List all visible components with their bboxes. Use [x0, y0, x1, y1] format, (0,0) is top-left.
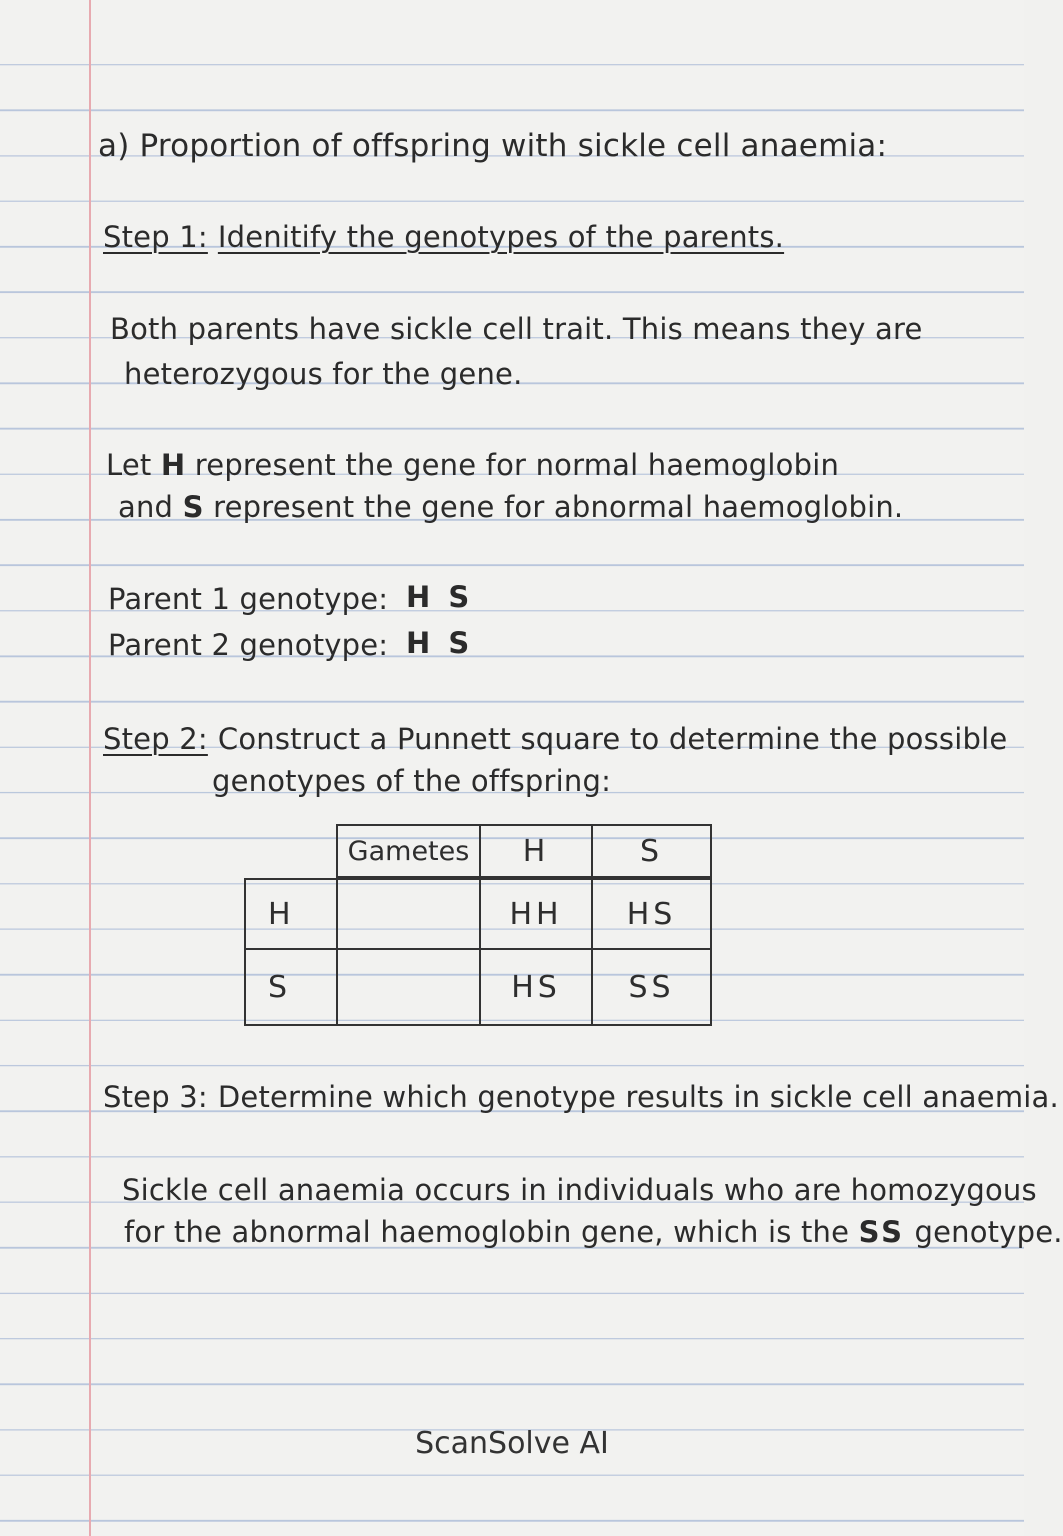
blank-cell: [336, 948, 481, 1026]
conclusion-line: [124, 1215, 1063, 1249]
allele-symbol-h: H: [160, 448, 186, 482]
step-2-text: Construct a Punnett square to determine the possible: [217, 722, 1008, 756]
genotype-ss: SS: [858, 1215, 906, 1249]
offspring-cell: HS: [479, 948, 593, 1026]
step-2-label: Step 2:: [103, 722, 208, 756]
allele-symbol-s: S: [182, 490, 204, 524]
parent-2-label: Parent 2 genotype:: [108, 628, 389, 662]
footer-brand: ScanSolve AI: [415, 1426, 609, 1461]
step-3-label: Step 3:: [103, 1080, 208, 1114]
header-gametes: Gametes: [336, 824, 481, 878]
conclusion-line: Sickle cell anaemia occurs in individuals who are homozygous: [122, 1173, 1037, 1207]
definition-line-h: [106, 448, 839, 482]
step-1-label: Step 1:: [103, 220, 208, 254]
step-1-text: Idenitify the genotypes of the parents.: [217, 220, 785, 254]
paragraph-line: Both parents have sickle cell trait. This means they are: [110, 312, 923, 346]
step-3-text: Determine which genotype results in sickle cell anaemia.: [217, 1080, 1059, 1114]
offspring-cell: HH: [479, 878, 593, 950]
step-3: [103, 1080, 1059, 1114]
step-2-text-cont: genotypes of the offspring:: [212, 764, 612, 798]
parent-1-label: Parent 1 genotype:: [108, 582, 389, 616]
row-gamete-s: S: [244, 948, 338, 1026]
step-2: [103, 722, 1007, 756]
parent-2-genotype: H S: [406, 626, 474, 660]
conclusion-text-end: genotype.: [914, 1215, 1063, 1249]
margin-line: [89, 0, 91, 1536]
definition-text: represent the gene for normal haemoglobin: [194, 448, 840, 482]
definition-prefix: Let: [106, 448, 152, 482]
header-gamete-h: H: [479, 824, 593, 878]
definition-line-s: [118, 490, 903, 524]
question-heading: a) Proportion of offspring with sickle cell anaemia:: [98, 128, 888, 164]
paragraph-line: heterozygous for the gene.: [124, 357, 523, 391]
row-gamete-h: H: [244, 878, 338, 950]
offspring-cell: SS: [591, 948, 712, 1026]
blank-cell: [336, 878, 481, 950]
header-gamete-s: S: [591, 824, 712, 878]
definition-text: represent the gene for abnormal haemoglobin.: [213, 490, 904, 524]
conclusion-text: for the abnormal haemoglobin gene, which is the: [124, 1215, 850, 1249]
step-1: [103, 220, 784, 254]
parent-1-genotype: H S: [406, 580, 474, 614]
offspring-cell: HS: [591, 878, 712, 950]
definition-prefix: and: [118, 490, 174, 524]
